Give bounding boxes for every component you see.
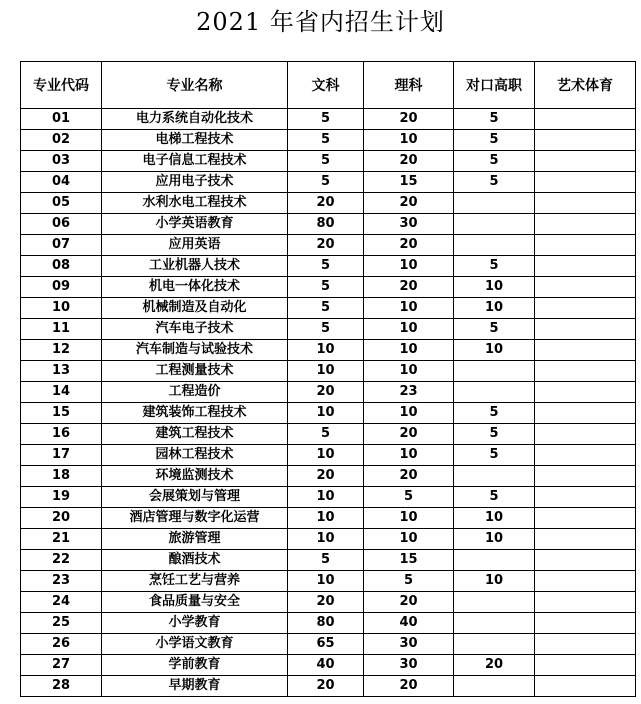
cell-vocational: 5 [454, 256, 535, 277]
cell-liberal-arts: 5 [288, 109, 364, 130]
cell-liberal-arts: 5 [288, 319, 364, 340]
cell-major-name: 工程测量技术 [102, 361, 288, 382]
header-science: 理科 [364, 62, 454, 109]
cell-major-name: 汽车电子技术 [102, 319, 288, 340]
cell-major-code: 05 [21, 193, 102, 214]
table-row [21, 193, 636, 214]
cell-arts-sports [535, 151, 636, 172]
cell-major-code: 26 [21, 634, 102, 655]
cell-vocational: 5 [454, 487, 535, 508]
cell-vocational [454, 613, 535, 634]
cell-major-name: 电梯工程技术 [102, 130, 288, 151]
cell-arts-sports [535, 613, 636, 634]
cell-science: 10 [364, 256, 454, 277]
table-row [21, 634, 636, 655]
cell-vocational [454, 634, 535, 655]
table-row [21, 613, 636, 634]
cell-science: 10 [364, 508, 454, 529]
cell-liberal-arts: 10 [288, 508, 364, 529]
cell-liberal-arts: 5 [288, 424, 364, 445]
cell-liberal-arts: 10 [288, 571, 364, 592]
cell-major-code: 10 [21, 298, 102, 319]
cell-science: 15 [364, 172, 454, 193]
cell-arts-sports [535, 319, 636, 340]
cell-liberal-arts: 10 [288, 487, 364, 508]
cell-vocational: 10 [454, 298, 535, 319]
cell-arts-sports [535, 109, 636, 130]
cell-major-code: 13 [21, 361, 102, 382]
cell-liberal-arts: 5 [288, 256, 364, 277]
cell-major-name: 电力系统自动化技术 [102, 109, 288, 130]
cell-science: 40 [364, 613, 454, 634]
cell-liberal-arts: 5 [288, 130, 364, 151]
cell-vocational: 10 [454, 508, 535, 529]
cell-liberal-arts: 20 [288, 193, 364, 214]
cell-major-name: 电子信息工程技术 [102, 151, 288, 172]
table-row [21, 382, 636, 403]
cell-major-code: 07 [21, 235, 102, 256]
cell-vocational [454, 550, 535, 571]
table-row [21, 277, 636, 298]
cell-liberal-arts: 5 [288, 172, 364, 193]
cell-vocational [454, 382, 535, 403]
cell-science: 20 [364, 592, 454, 613]
cell-vocational: 5 [454, 424, 535, 445]
header-vocational: 对口高职 [454, 62, 535, 109]
cell-major-code: 03 [21, 151, 102, 172]
cell-vocational [454, 676, 535, 697]
cell-liberal-arts: 10 [288, 445, 364, 466]
cell-liberal-arts: 20 [288, 382, 364, 403]
cell-liberal-arts: 20 [288, 235, 364, 256]
cell-major-code: 02 [21, 130, 102, 151]
cell-science: 30 [364, 655, 454, 676]
table-row [21, 130, 636, 151]
cell-major-name: 机械制造及自动化 [102, 298, 288, 319]
cell-science: 10 [364, 340, 454, 361]
cell-major-code: 09 [21, 277, 102, 298]
cell-major-name: 工业机器人技术 [102, 256, 288, 277]
cell-liberal-arts: 10 [288, 340, 364, 361]
cell-vocational: 5 [454, 172, 535, 193]
cell-major-code: 20 [21, 508, 102, 529]
cell-liberal-arts: 10 [288, 529, 364, 550]
cell-major-code: 18 [21, 466, 102, 487]
cell-arts-sports [535, 571, 636, 592]
cell-major-code: 21 [21, 529, 102, 550]
cell-major-name: 建筑工程技术 [102, 424, 288, 445]
cell-arts-sports [535, 508, 636, 529]
table-row [21, 361, 636, 382]
table-row [21, 676, 636, 697]
cell-liberal-arts: 80 [288, 613, 364, 634]
cell-major-name: 会展策划与管理 [102, 487, 288, 508]
cell-arts-sports [535, 403, 636, 424]
cell-major-code: 22 [21, 550, 102, 571]
table-row [21, 529, 636, 550]
cell-vocational: 5 [454, 151, 535, 172]
table-header [21, 62, 636, 109]
cell-major-name: 食品质量与安全 [102, 592, 288, 613]
header-liberal-arts: 文科 [288, 62, 364, 109]
cell-vocational: 5 [454, 403, 535, 424]
table-row [21, 487, 636, 508]
table-row [21, 655, 636, 676]
cell-liberal-arts: 40 [288, 655, 364, 676]
cell-science: 20 [364, 676, 454, 697]
cell-science: 20 [364, 466, 454, 487]
cell-major-code: 25 [21, 613, 102, 634]
table-row [21, 214, 636, 235]
cell-major-name: 水利水电工程技术 [102, 193, 288, 214]
cell-major-name: 酒店管理与数字化运营 [102, 508, 288, 529]
cell-arts-sports [535, 130, 636, 151]
cell-vocational: 10 [454, 529, 535, 550]
cell-vocational: 5 [454, 130, 535, 151]
cell-liberal-arts: 65 [288, 634, 364, 655]
table-row [21, 319, 636, 340]
cell-vocational [454, 592, 535, 613]
cell-science: 30 [364, 634, 454, 655]
table-row [21, 592, 636, 613]
cell-arts-sports [535, 634, 636, 655]
cell-liberal-arts: 20 [288, 676, 364, 697]
cell-major-name: 旅游管理 [102, 529, 288, 550]
table-row [21, 571, 636, 592]
cell-major-code: 24 [21, 592, 102, 613]
cell-major-code: 08 [21, 256, 102, 277]
cell-major-name: 应用英语 [102, 235, 288, 256]
cell-major-name: 小学语文教育 [102, 634, 288, 655]
cell-liberal-arts: 10 [288, 403, 364, 424]
cell-liberal-arts: 20 [288, 466, 364, 487]
cell-liberal-arts: 5 [288, 151, 364, 172]
cell-arts-sports [535, 340, 636, 361]
cell-vocational: 5 [454, 319, 535, 340]
table-row [21, 424, 636, 445]
cell-vocational [454, 361, 535, 382]
cell-science: 10 [364, 529, 454, 550]
header-arts-sports: 艺术体育 [535, 62, 636, 109]
cell-major-name: 园林工程技术 [102, 445, 288, 466]
cell-science: 20 [364, 193, 454, 214]
cell-liberal-arts: 5 [288, 298, 364, 319]
cell-science: 23 [364, 382, 454, 403]
cell-science: 15 [364, 550, 454, 571]
cell-major-code: 23 [21, 571, 102, 592]
cell-major-name: 汽车制造与试验技术 [102, 340, 288, 361]
cell-arts-sports [535, 193, 636, 214]
cell-major-code: 16 [21, 424, 102, 445]
enrollment-plan-table-container [20, 61, 636, 697]
cell-science: 10 [364, 319, 454, 340]
cell-arts-sports [535, 214, 636, 235]
cell-arts-sports [535, 277, 636, 298]
cell-major-code: 15 [21, 403, 102, 424]
cell-major-code: 17 [21, 445, 102, 466]
table-row [21, 550, 636, 571]
cell-arts-sports [535, 529, 636, 550]
table-row [21, 235, 636, 256]
table-row [21, 403, 636, 424]
cell-vocational [454, 235, 535, 256]
cell-science: 10 [364, 361, 454, 382]
cell-liberal-arts: 80 [288, 214, 364, 235]
cell-major-name: 机电一体化技术 [102, 277, 288, 298]
cell-science: 20 [364, 235, 454, 256]
cell-vocational: 5 [454, 109, 535, 130]
table-row [21, 151, 636, 172]
cell-arts-sports [535, 298, 636, 319]
cell-arts-sports [535, 361, 636, 382]
cell-science: 20 [364, 109, 454, 130]
cell-arts-sports [535, 676, 636, 697]
cell-arts-sports [535, 424, 636, 445]
cell-major-name: 应用电子技术 [102, 172, 288, 193]
cell-major-code: 11 [21, 319, 102, 340]
cell-major-code: 19 [21, 487, 102, 508]
cell-major-name: 建筑装饰工程技术 [102, 403, 288, 424]
cell-major-name: 小学英语教育 [102, 214, 288, 235]
cell-vocational [454, 193, 535, 214]
table-row [21, 508, 636, 529]
enrollment-plan-table [20, 61, 636, 697]
cell-major-code: 27 [21, 655, 102, 676]
cell-liberal-arts: 5 [288, 550, 364, 571]
cell-arts-sports [535, 466, 636, 487]
cell-major-name: 早期教育 [102, 676, 288, 697]
cell-major-name: 工程造价 [102, 382, 288, 403]
cell-science: 10 [364, 403, 454, 424]
cell-science: 20 [364, 277, 454, 298]
cell-arts-sports [535, 550, 636, 571]
table-row [21, 466, 636, 487]
cell-liberal-arts: 5 [288, 277, 364, 298]
cell-science: 10 [364, 130, 454, 151]
table-row [21, 298, 636, 319]
cell-vocational: 10 [454, 571, 535, 592]
cell-major-name: 烹饪工艺与营养 [102, 571, 288, 592]
cell-vocational [454, 214, 535, 235]
cell-arts-sports [535, 235, 636, 256]
cell-science: 5 [364, 571, 454, 592]
cell-arts-sports [535, 592, 636, 613]
cell-science: 20 [364, 151, 454, 172]
cell-arts-sports [535, 256, 636, 277]
cell-major-name: 环境监测技术 [102, 466, 288, 487]
cell-major-name: 小学教育 [102, 613, 288, 634]
cell-vocational [454, 466, 535, 487]
cell-vocational: 10 [454, 277, 535, 298]
cell-vocational: 20 [454, 655, 535, 676]
cell-major-code: 04 [21, 172, 102, 193]
header-major-code: 专业代码 [21, 62, 102, 109]
table-row [21, 256, 636, 277]
cell-major-name: 酿酒技术 [102, 550, 288, 571]
table-body [21, 109, 636, 697]
cell-science: 20 [364, 424, 454, 445]
cell-major-code: 12 [21, 340, 102, 361]
cell-arts-sports [535, 445, 636, 466]
header-row [21, 62, 636, 109]
cell-major-name: 学前教育 [102, 655, 288, 676]
cell-liberal-arts: 20 [288, 592, 364, 613]
cell-vocational: 10 [454, 340, 535, 361]
cell-major-code: 28 [21, 676, 102, 697]
cell-major-code: 14 [21, 382, 102, 403]
cell-liberal-arts: 10 [288, 361, 364, 382]
cell-vocational: 5 [454, 445, 535, 466]
table-row [21, 340, 636, 361]
cell-major-code: 01 [21, 109, 102, 130]
cell-science: 30 [364, 214, 454, 235]
cell-science: 10 [364, 298, 454, 319]
cell-science: 5 [364, 487, 454, 508]
header-major-name: 专业名称 [102, 62, 288, 109]
page-title: 2021 年省内招生计划 [196, 8, 445, 36]
cell-major-code: 06 [21, 214, 102, 235]
cell-arts-sports [535, 655, 636, 676]
cell-arts-sports [535, 172, 636, 193]
table-row [21, 109, 636, 130]
cell-arts-sports [535, 487, 636, 508]
cell-arts-sports [535, 382, 636, 403]
table-row [21, 445, 636, 466]
table-row [21, 172, 636, 193]
cell-science: 10 [364, 445, 454, 466]
